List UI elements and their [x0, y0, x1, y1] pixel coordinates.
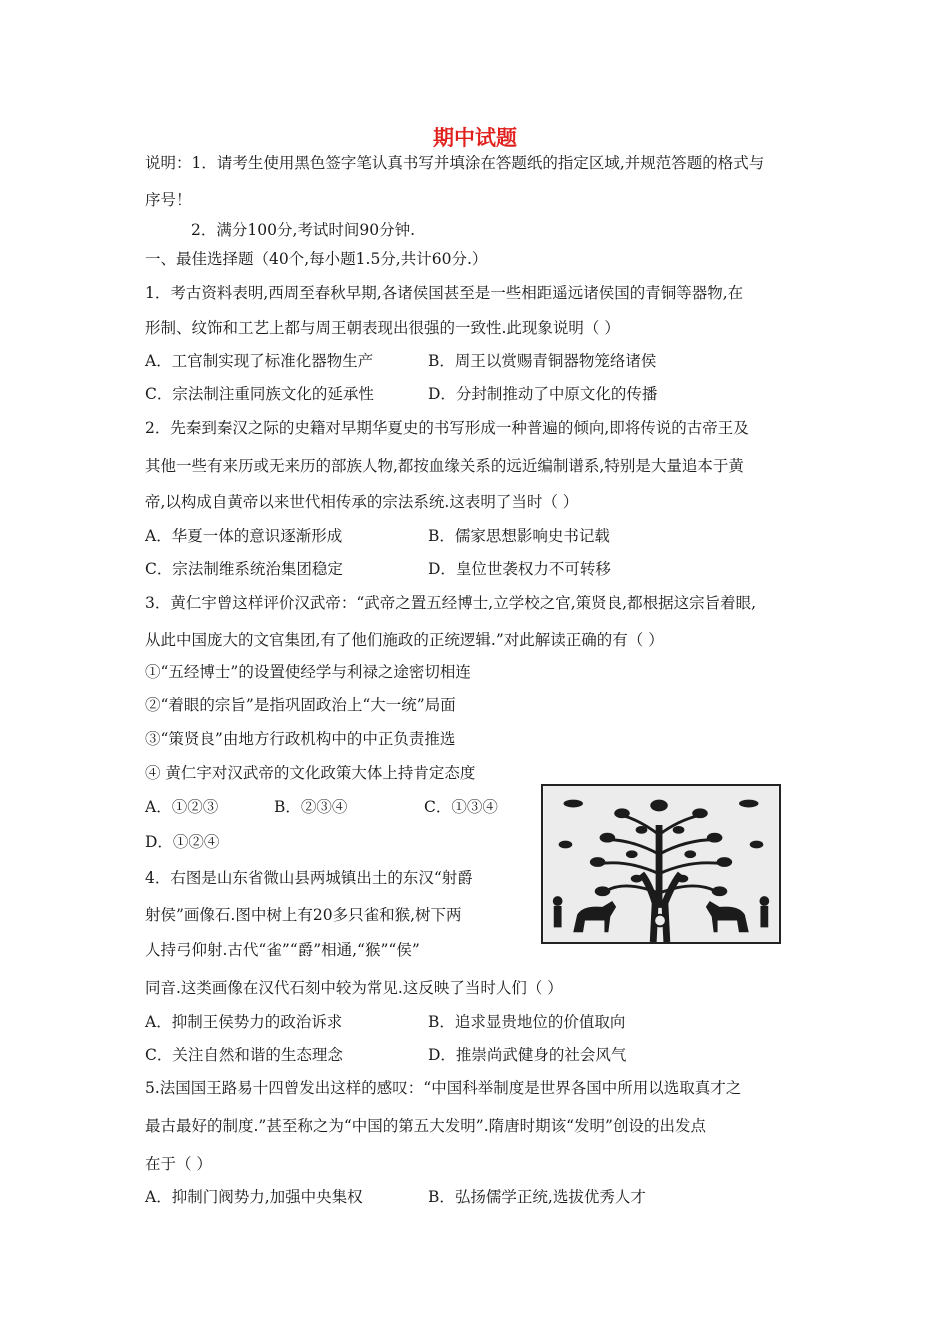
- question-4-option-d: D．推崇尚武健身的社会风气: [428, 1046, 627, 1064]
- question-2-option-a: A．华夏一体的意识逐渐形成: [145, 527, 343, 545]
- question-1-option-c: C．宗法制注重同族文化的延承性: [145, 385, 374, 403]
- question-2-line-2: 其他一些有来历或无来历的部族人物,都按血缘关系的远近编制谱系,特别是大量追本于黄: [145, 457, 744, 475]
- question-1-option-d: D．分封制推动了中原文化的传播: [428, 385, 658, 403]
- question-1-option-b: B．周王以赏赐青铜器物笼络诸侯: [428, 352, 657, 370]
- question-4-line-1: 4．右图是山东省微山县两城镇出土的东汉“射爵: [145, 869, 473, 887]
- question-1-option-a: A．工官制实现了标准化器物生产: [145, 352, 374, 370]
- instruction-line-1: 说明：1．请考生使用黑色签字笔认真书写并填涂在答题纸的指定区域,并规范答题的格式与: [145, 154, 765, 172]
- question-3-option-d: D．①②④: [145, 833, 220, 851]
- page-title: 期中试题: [433, 126, 517, 150]
- question-3-item-2: ②“着眼的宗旨”是指巩固政治上“大一统”局面: [145, 696, 456, 714]
- question-5-line-2: 最古最好的制度.”甚至称之为“中国的第五大发明”.隋唐时期该“发明”创设的出发点: [145, 1117, 706, 1135]
- instruction-line-2: 序号！: [145, 191, 192, 209]
- question-4-line-3: 人持弓仰射.古代“雀”“爵”相通,“猴”“侯”: [145, 941, 420, 959]
- question-3-item-1: ①“五经博士”的设置使经学与利禄之途密切相连: [145, 663, 471, 681]
- tree-relief-illustration: [543, 786, 779, 942]
- question-2-line-1: 2．先秦到秦汉之际的史籍对早期华夏史的书写形成一种普遍的倾向,即将传说的古帝王及: [145, 419, 749, 437]
- section-heading: 一、最佳选择题（40个,每小题1.5分,共计60分.）: [145, 250, 488, 268]
- question-3-line-2: 从此中国庞大的文官集团,有了他们施政的正统逻辑.”对此解读正确的有（ ）: [145, 631, 664, 649]
- question-2-option-c: C．宗法制维系统治集团稳定: [145, 560, 343, 578]
- question-5-option-a: A．抑制门阀势力,加强中央集权: [145, 1188, 363, 1206]
- question-1-line-2: 形制、纹饰和工艺上都与周王朝表现出很强的一致性.此现象说明（ ）: [145, 319, 620, 337]
- question-4-option-b: B．追求显贵地位的价值取向: [428, 1013, 626, 1031]
- question-1-line-1: 1．考古资料表明,西周至春秋早期,各诸侯国甚至是一些相距遥远诸侯国的青铜等器物,在: [145, 284, 744, 302]
- question-2-option-b: B．儒家思想影响史书记载: [428, 527, 610, 545]
- question-2-option-d: D．皇位世袭权力不可转移: [428, 560, 611, 578]
- question-3-line-1: 3．黄仁宇曾这样评价汉武帝：“武帝之置五经博士,立学校之官,策贤良,都根据这宗旨着眼,: [145, 594, 756, 612]
- question-5-option-b: B．弘扬儒学正统,选拔优秀人才: [428, 1188, 646, 1206]
- question-2-line-3: 帝,以构成自黄帝以来世代相传承的宗法系统.这表明了当时（ ）: [145, 493, 579, 511]
- question-3-option-a: A．①②③: [145, 798, 219, 816]
- question-3-item-3: ③“策贤良”由地方行政机构中的中正负责推选: [145, 730, 456, 748]
- question-3-option-c: C．①③④: [424, 798, 498, 816]
- question-5-line-3: 在于（ ）: [145, 1155, 212, 1173]
- question-4-line-4: 同音.这类画像在汉代石刻中较为常见.这反映了当时人们（ ）: [145, 979, 563, 997]
- question-4-line-2: 射侯”画像石.图中树上有20多只雀和猴,树下两: [145, 906, 462, 924]
- question-4-option-c: C．关注自然和谐的生态理念: [145, 1046, 343, 1064]
- stone-relief-image: [541, 784, 781, 944]
- question-3-item-4: ④ 黄仁宇对汉武帝的文化政策大体上持肯定态度: [145, 764, 476, 782]
- question-4-option-a: A．抑制王侯势力的政治诉求: [145, 1013, 343, 1031]
- question-5-line-1: 5.法国国王路易十四曾发出这样的感叹：“中国科举制度是世界各国中所用以选取真才之: [145, 1079, 742, 1097]
- instruction-line-3: 2．满分100分,考试时间90分钟.: [191, 221, 416, 239]
- question-3-option-b: B．②③④: [274, 798, 348, 816]
